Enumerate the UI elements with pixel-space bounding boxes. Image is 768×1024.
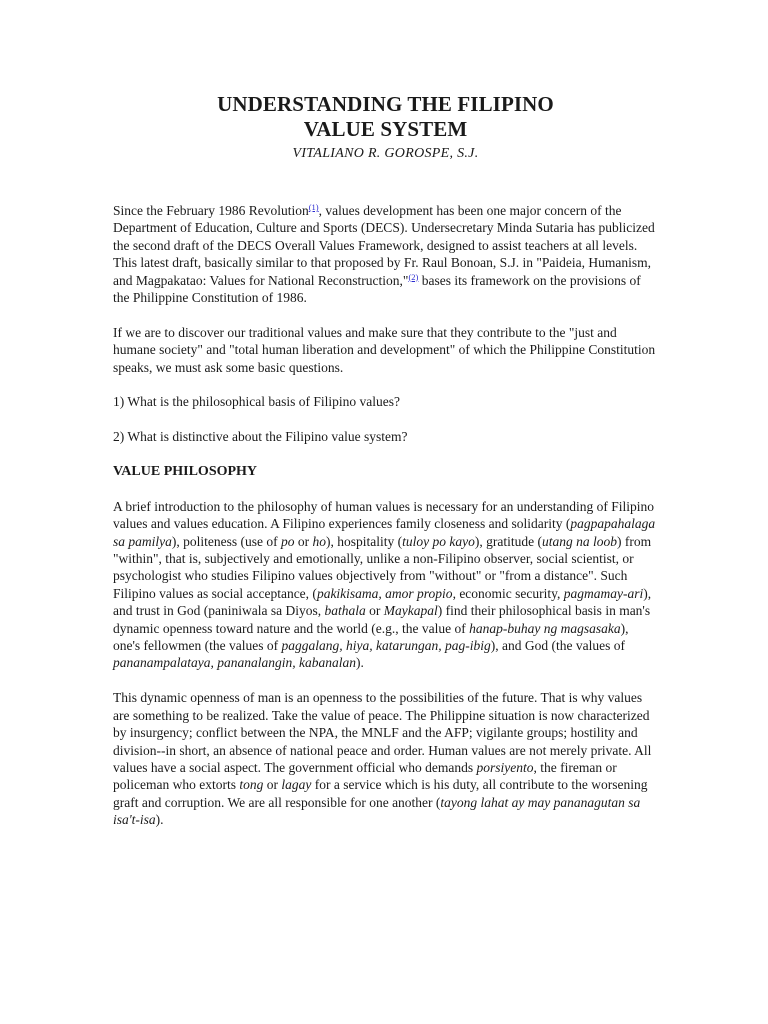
author-byline: VITALIANO R. GOROSPE, S.J. [292,146,479,161]
tagalog-term: ho [312,533,326,549]
text: ) from "within", that is, subjectively and emotionally, unlike a non-Filipino observer, social scientist, or psychologist who studies Filipino values objectively from "without" or "from a distance". Such Filipino values as social acceptance, ( [113,533,652,601]
tagalog-term: pananampalataya, pananalangin, kabanalan [113,655,356,671]
footnote-link-2[interactable]: (2) [408,271,419,282]
article-body [113,202,658,829]
tagalog-term: paggalang, hiya, katarungan, pag-ibig [281,638,491,654]
intro-text-1: Since the February 1986 Revolution [113,203,309,218]
title-line-1: UNDERSTANDING THE FILIPINO [217,92,554,116]
text: ), and God (the values of [490,638,625,654]
tagalog-term: po [280,533,295,549]
tagalog-term: utang na loob [541,533,617,549]
tagalog-term: porsiyento [476,759,534,775]
text: ). [356,655,364,671]
tagalog-term: lagay [281,777,312,793]
text: for a service which is his duty, all contribute to the worsening graft and corruption. We are all responsible for one another ( [113,777,648,810]
text: ), one's fellowmen (the values of [113,620,629,654]
section-heading-value-philosophy: VALUE PHILOSOPHY [113,464,258,480]
tagalog-term: tuloy po kayo [402,533,475,549]
intro-text-3: bases its framework on the provisions of the Philippine Constitution of 1986. [113,272,641,306]
question-2: 2) What is distinctive about the Filipino value system? [113,429,408,445]
tagalog-term: pagpapahalaga sa pamilya [113,516,656,549]
text: ) find their philosophical basis in man's dynamic openness toward nature and the world (e.g., the value of [113,603,651,636]
text: ), hospitality ( [325,533,403,549]
text: or [365,603,384,619]
text: ), gratitude ( [474,533,542,549]
text: ). [155,812,164,828]
document-title [113,92,658,142]
paragraph-intro [113,202,658,306]
intro-text-2: , values development has been one major concern of the Department of Education, Culture and Sports (DECS). Undersecretary Minda Sutaria has publicized the second draft of the DECS Overall Values Framework, designed to assist teachers at all levels. This latest draft, basically similar to that proposed by Fr. Raul Bonoan, S.J. in "Paideia, Humanism, and Magpakatao: Values for National Reconstruction," [113,203,655,288]
text: , the fireman or policeman who extorts [113,759,617,793]
text: This dynamic openness of man is an openness to the possibilities of the future. That is why values are something to be realized. Take the value of peace. The Philippine situation is now characterized by insurgency; conflict between the NPA, the MNLF and the AFP; vigilante groups; hostility and division--in short, an absence of national peace and order. Human values are not merely private. All values have a social aspect. The government official who demands [113,690,652,775]
text: or [294,533,313,549]
tagalog-term: hanap-buhay ng magsasaka [469,620,621,636]
paragraph-value-philosophy [113,498,658,672]
footnote-link-1[interactable]: (1) [308,202,319,212]
text: ), politeness (use of [171,533,281,549]
text: , economic security, [452,585,564,601]
text: A brief introduction to the philosophy of human values is necessary for an understanding of Filipino values and values education. A Filipino experiences family closeness and solidarity ( [113,498,655,532]
text: ), and trust in God (paniniwala sa Diyos, [113,585,652,619]
tagalog-term: pakikisama, amor propio [316,585,453,601]
tagalog-term: tong [239,777,264,793]
title-line-2: VALUE SYSTEM [303,117,468,141]
tagalog-term: bathala [324,603,366,619]
tagalog-term: Maykapal [383,603,438,619]
document-page [113,92,658,846]
tagalog-term: tayong lahat ay may pananagutan sa isa't-isa [113,794,641,828]
paragraph-questions-intro: If we are to discover our traditional values and make sure that they contribute to the "just and humane society" and "total human liberation and development" of which the Philippine Constitution speaks, we must ask some basic questions. [113,324,656,375]
tagalog-term: pagmamay-ari [563,585,644,601]
paragraph-dynamic-openness [113,689,658,828]
question-1: 1) What is the philosophical basis of Filipino values? [113,394,400,410]
text: or [263,777,282,793]
